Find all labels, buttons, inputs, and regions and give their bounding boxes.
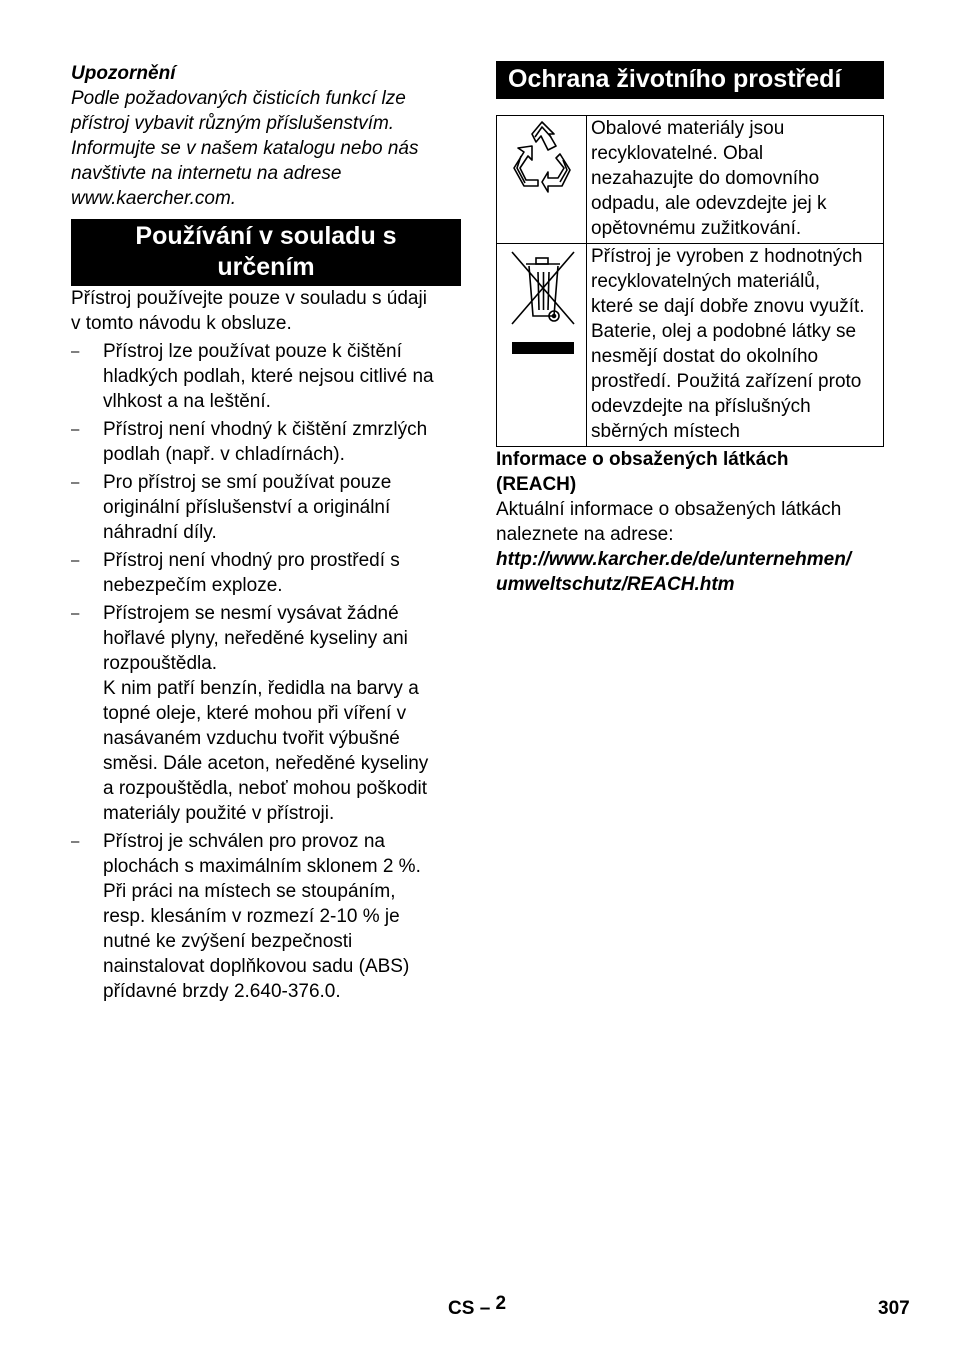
right-column [496, 61, 884, 597]
note-title: Upozornění [71, 63, 176, 84]
icon-cell [497, 244, 587, 447]
reach-text: Aktuální informace o obsažených látkách naleznete na adrese: [496, 499, 842, 545]
text-cell: Obalové materiály jsou recyklovatelné. Obal nezahazujte do domovního odpadu, ale odevzdejte jej k opětovnému zužitkování. [587, 116, 884, 244]
sub-paragraph-slope: Při práci na místech se stoupáním, resp. klesáním v rozmezí 2-10 % je nutné ke zvýšení bezpečnosti nainstalovat doplňkovou sadu (ABS) přídavné brzdy 2.640-376.0. [103, 881, 410, 1002]
icon-cell [497, 116, 587, 244]
intended-use-heading: Používání v souladu s určením [71, 219, 461, 286]
footer-language-section: CS – 2 [448, 1293, 507, 1319]
table-row [497, 244, 884, 447]
reach-link[interactable]: http://www.karcher.de/de/unternehmen/ umweltschutz/REACH.htm [496, 549, 852, 595]
intended-use-intro: Přístroj používejte pouze v souladu s údaji v tomto návodu k obsluze. [71, 288, 427, 334]
environment-table [496, 115, 884, 447]
intended-use-list [71, 339, 461, 676]
intended-use-list-2 [71, 829, 461, 879]
reach-title: Informace o obsažených látkách (REACH) [496, 449, 789, 495]
sub-paragraph-solvents: K nim patří benzín, ředidla na barvy a topné oleje, které mohou při víření v nasávaném vzduchu tvořit výbušné směsi. Dále aceton, neředěné kyseliny a rozpouštědla, neboť mohou poškodit materiály použité v přístroji. [103, 678, 429, 824]
list-item: – Přístrojem se nesmí vysávat žádné hořlavé plyny, neředěné kyseliny ani rozpouštědla. [71, 603, 408, 674]
note-text: Podle požadovaných čisticích funkcí lze přístroj vybavit různým příslušenstvím. Informujte se v našem katalogu nebo nás navštivte na internetu na adrese www.kaercher.com. [71, 88, 419, 209]
list-item: – Přístroj je schválen pro provoz na plochách s maximálním sklonem 2 %. [71, 831, 421, 877]
list-item: – Přístroj není vhodný k čištění zmrzlých podlah (např. v chladírnách). [71, 419, 428, 465]
page-number: 307 [878, 1298, 910, 1319]
list-item: – Přístroj lze používat pouze k čištění hladkých podlah, které nejsou citlivé na vlhkost a na leštění. [71, 341, 434, 412]
crossed-bin-icon [502, 244, 582, 364]
recycling-icon [502, 116, 582, 206]
table-row [497, 116, 884, 244]
list-item: – Přístroj není vhodný pro prostředí s nebezpečím exploze. [71, 550, 400, 596]
environment-heading: Ochrana životního prostředí [496, 61, 884, 99]
left-column [71, 61, 461, 1004]
list-item: – Pro přístroj se smí používat pouze originální příslušenství a originální náhradní díly. [71, 472, 392, 543]
text-cell: Přístroj je vyroben z hodnotných recyklovatelných materiálů, které se dají dobře znovu využít. Baterie, olej a podobné látky se nesmějí dostat do okolního prostředí. Použitá zařízení proto odevzdejte na příslušných sběrných místech [587, 244, 884, 447]
